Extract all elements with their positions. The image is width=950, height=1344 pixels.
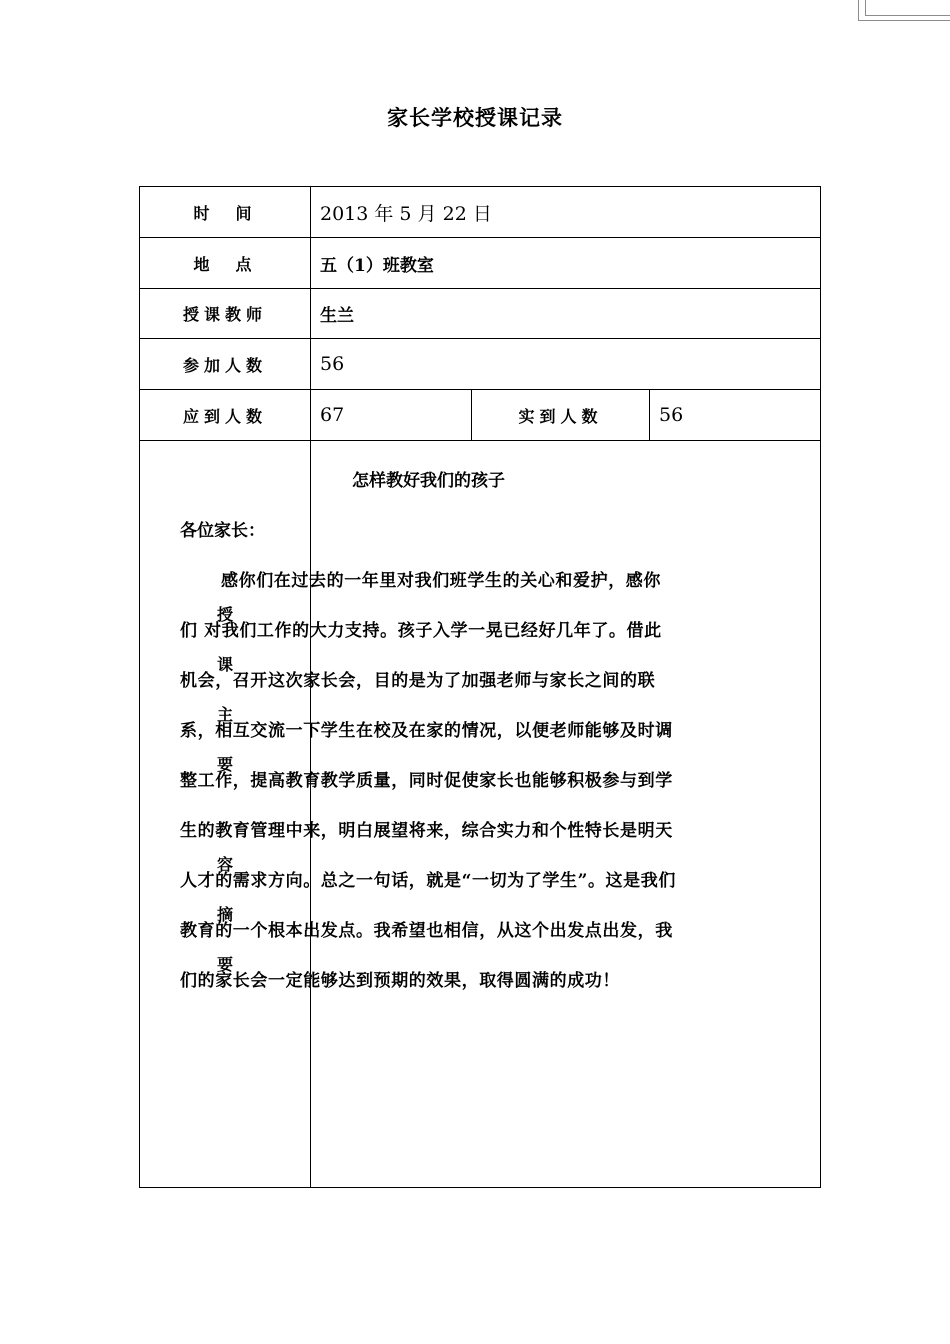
content-heading: 怎样教好我们的孩子 <box>352 471 505 491</box>
summary-label-char: 要 <box>216 955 233 974</box>
actual-label: 实到人数 <box>518 406 603 426</box>
teacher-value: 生兰 <box>320 306 354 326</box>
summary-label-char: 要 <box>216 755 233 774</box>
actual-value: 56 <box>659 404 684 426</box>
summary-label-char: 主 <box>216 705 233 724</box>
teacher-label: 授课教师 <box>182 305 267 324</box>
summary-label-char: 摘 <box>216 905 233 924</box>
attend-value: 56 <box>320 353 345 375</box>
attend-label: 参加人数 <box>182 355 267 375</box>
place-value: 五（1）班教室 <box>320 255 434 276</box>
time-value: 2013 年 5 月 22 日 <box>320 202 492 225</box>
summary-label-char: 课 <box>216 655 233 674</box>
expected-label: 应到人数 <box>182 406 267 426</box>
place-label: 地 点 <box>193 254 257 274</box>
lesson-content <box>180 456 677 1006</box>
summary-label-char: 授 <box>216 605 233 624</box>
content-body: 感你们在过去的一年里对我们班学生的关心和爱护，感你们 对我们工作的大力支持。孩子入学一晃已经好几年了。借此机会，召开这次家长会，目的是为了加强老师与家长之间的联系，相互交流一下学生在校及在家的情况，以便老师能够及时调整工作，提高教育教学质量，同时促使家长也能够积极参与到学生的教育管理中来，明白展望将来，综合实力和个性特长是明天人才的需求方向。总之一句话，就是“一切为了学生”。这是我们教育的一个根本出发点。我希望也相信，从这个出发点出发，我们的家长会一定能够达到预期的效果，取得圆满的成功！ <box>180 571 676 991</box>
time-label: 时 间 <box>193 203 257 223</box>
page-title: 家长学校授课记录 <box>387 105 563 130</box>
content-salutation: 各位家长： <box>180 521 265 541</box>
corner-frame <box>858 0 950 21</box>
summary-label-char: 容 <box>216 855 233 874</box>
row-divider <box>140 440 820 441</box>
expected-value: 67 <box>320 404 345 426</box>
